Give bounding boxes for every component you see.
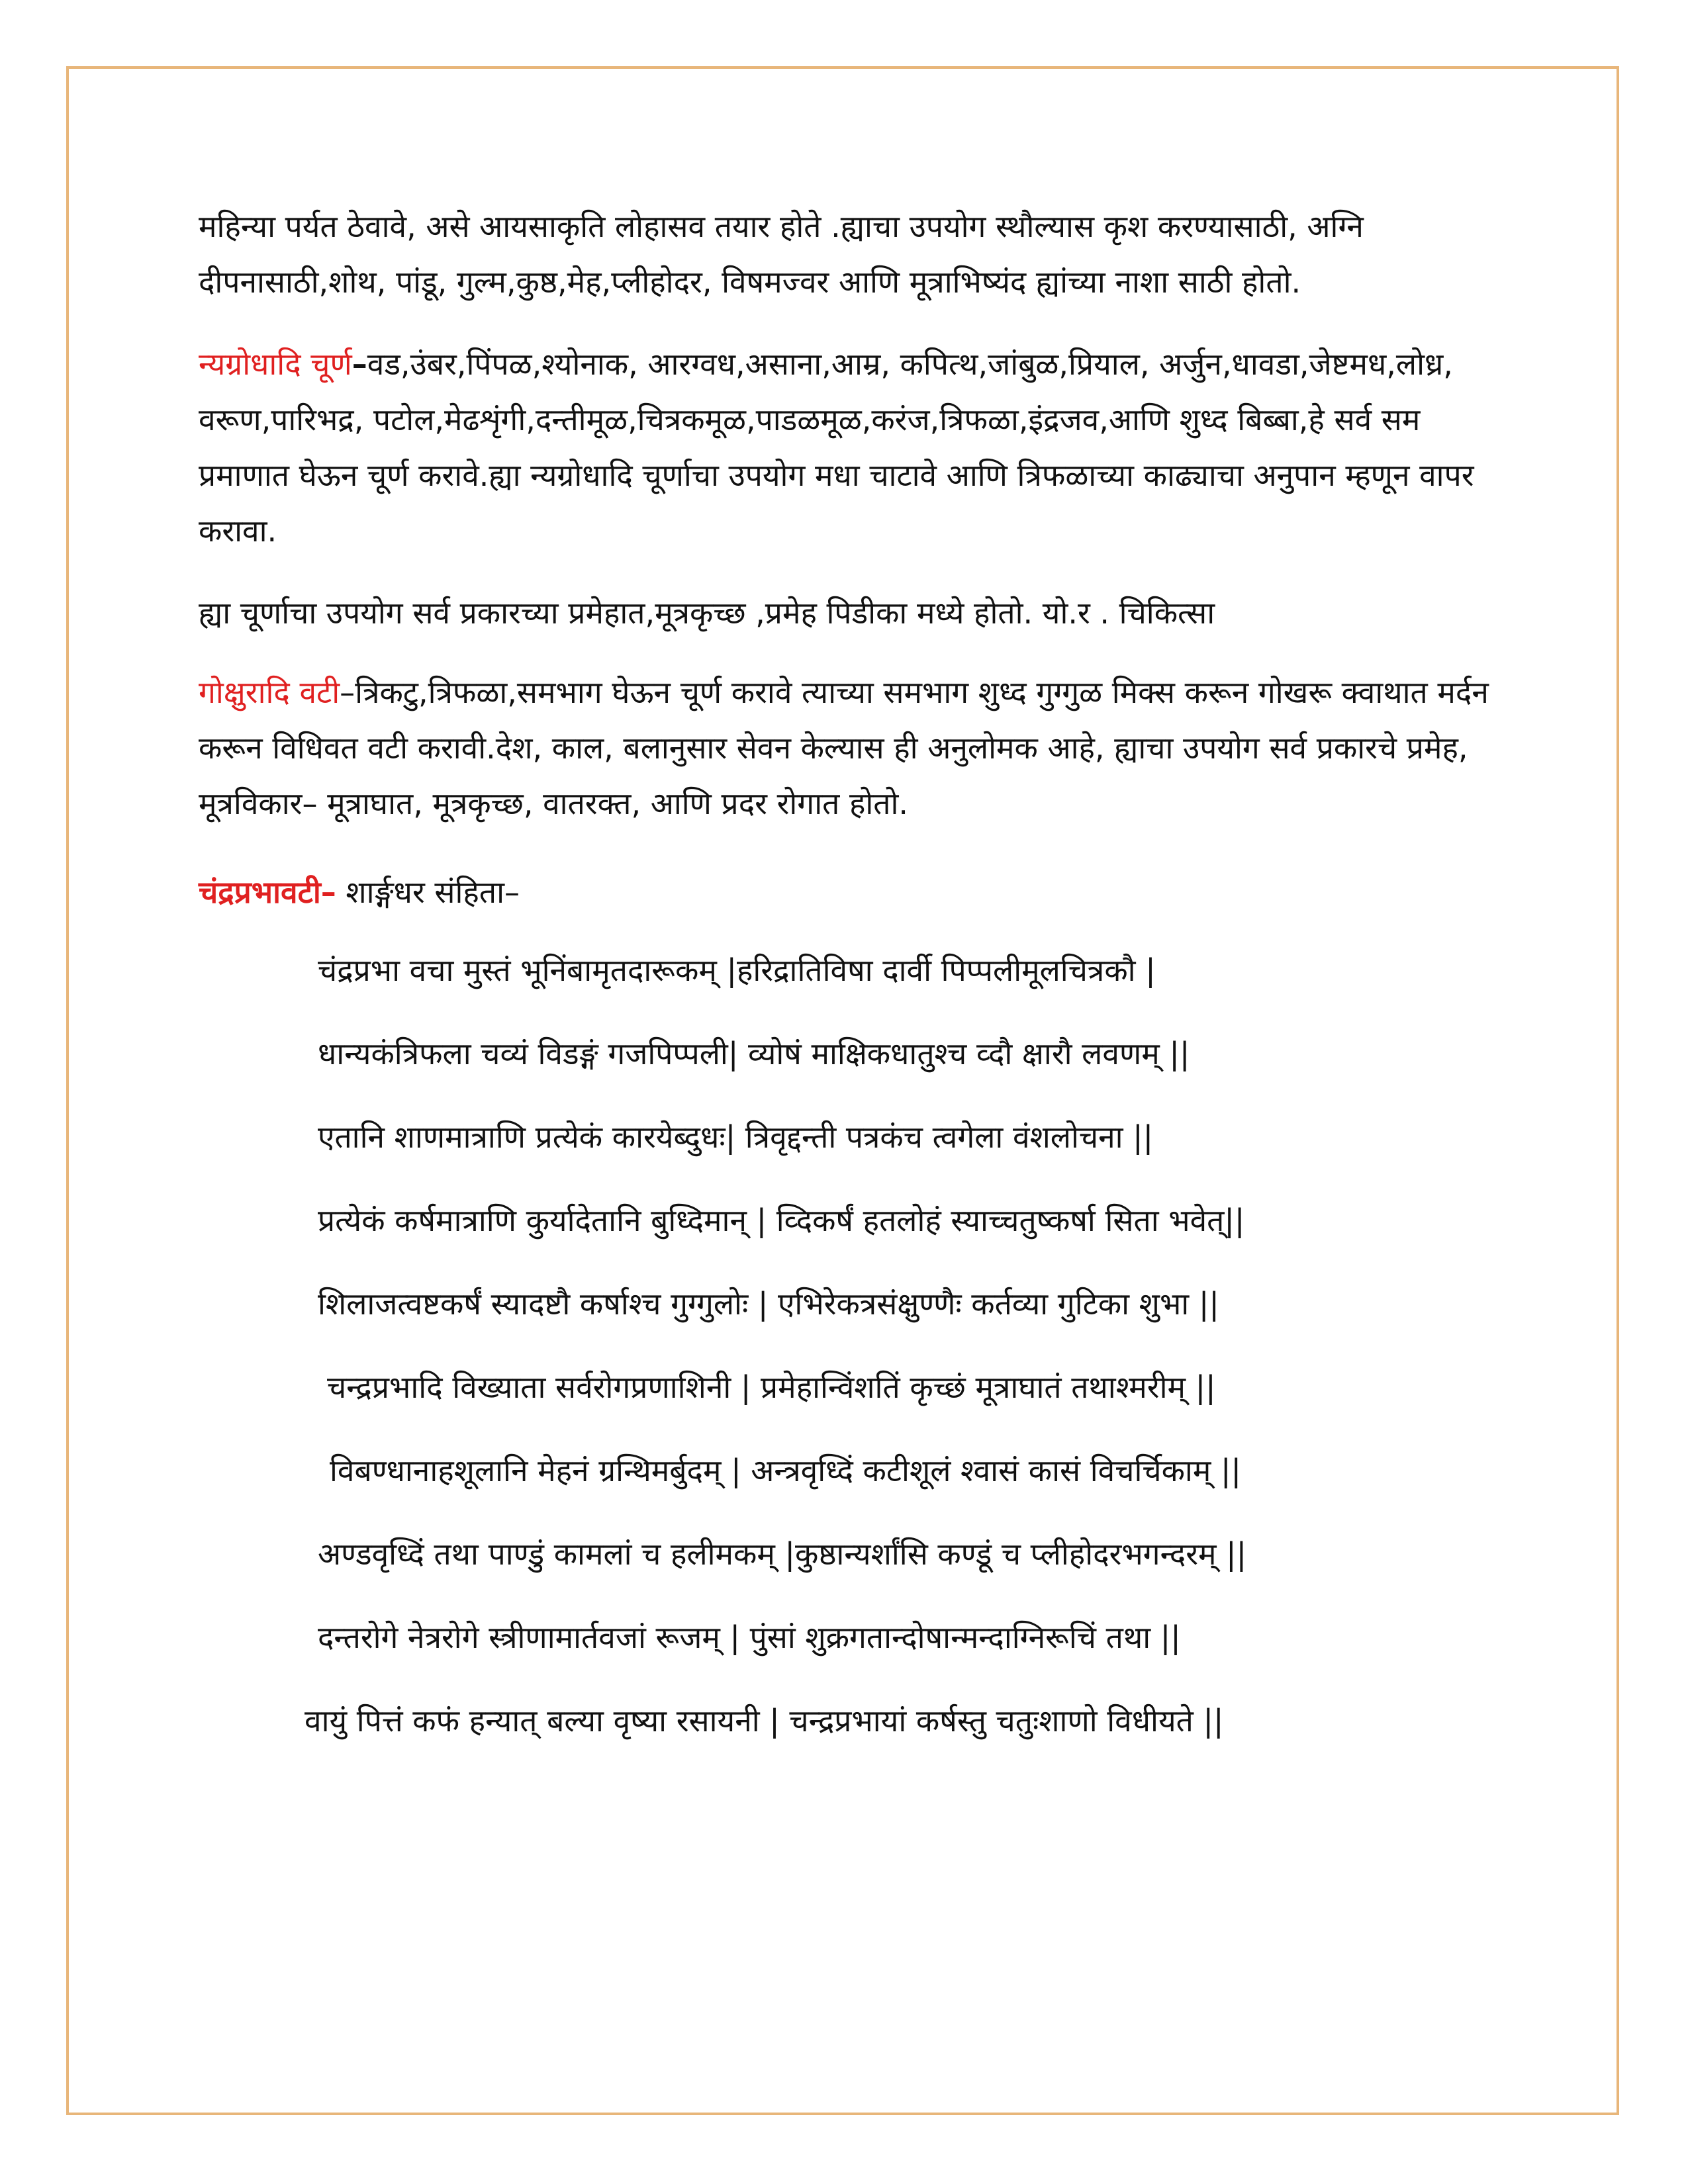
shloka-line: अण्डवृध्दिं तथा पाण्डुं कामलां च हलीमकम् |कुष्ठान्यर्शांसि कण्डूं च प्लीहोदरभगन्दरम् || (318, 1536, 1247, 1572)
paragraph-churna-use: ह्या चूर्णाचा उपयोग सर्व प्रकारच्या प्रमेहात,मूत्रकृच्छ ,प्रमेह पिडीका मध्ये होतो. यो.र . चिकित्सा (199, 595, 1215, 631)
paragraph-chandraprabha (199, 864, 1496, 920)
shloka-line: विबण्धानाहशूलानि मेहनं ग्रन्थिमर्बुदम् | अन्त्रवृध्दिं कटीशूलं श्वासं कासं विचर्चिकाम् || (330, 1453, 1241, 1488)
shloka-line: चंद्रप्रभा वचा मुस्तं भूनिंबामृतदारूकम् |हरिद्रातिविषा दार्वी पिप्पलीमूलचित्रकौ | (318, 952, 1156, 988)
shloka-line: एतानि शाणमात्राणि प्रत्येकं कारयेब्दुधः| त्रिवृद्दन्ती पत्रकंच त्वगेला वंशलोचना || (318, 1119, 1154, 1155)
paragraph-gokshuradi (199, 664, 1496, 831)
heading-nyagrodhadi-churna: न्यग्रोधादि चूर्ण (199, 346, 352, 382)
heading-dash: – (352, 346, 367, 382)
shloka-line: चन्द्रप्रभादि विख्याता सर्वरोगप्रणाशिनी | प्रमेहान्विंशतिं कृच्छं मूत्राघातं तथाश्मरीम् || (327, 1369, 1216, 1405)
heading-chandraprabha-vati: चंद्रप्रभावटी– (199, 874, 336, 910)
shloka-line: वायुं पित्तं कफं हन्यात् बल्या वृष्या रसायनी | चन्द्रप्रभायां कर्षस्तु चतुःशाणो विधीयते || (305, 1703, 1224, 1739)
shloka-line: प्रत्येकं कर्षमात्राणि कुर्यादेतानि बुध्दिमान् | व्दिकर्षं हतलोहं स्याच्चतुष्कर्षा सिता भवेत्|| (318, 1203, 1245, 1238)
heading-gokshuradi-vati: गोक्षुरादि वटी (199, 674, 340, 710)
chandraprabha-source: शार्ङ्गधर संहिता– (336, 874, 520, 910)
document-body (199, 199, 1496, 1783)
shloka-line: धान्यकंत्रिफला चव्यं विडङ्गं गजपिप्पली| व्योषं माक्षिकधातुश्च व्दौ क्षारौ लवणम् || (318, 1036, 1190, 1071)
paragraph-nyagrodhadi (199, 336, 1496, 559)
paragraph-ayaskriti: महिन्या पर्यत ठेवावे, असे आयसाकृति लोहासव तयार होते .ह्याचा उपयोग स्थौल्यास कृश करण्यासाठी, अग्नि दीपनासाठी,शोथ, पांडू, गुल्म,कुष्ठ,मेह,प्लीहोदर, विषमज्वर आणि मूत्राभिष्यंद ह्यांच्या नाशा साठी होतो. (199, 208, 1364, 300)
shloka-line: दन्तरोगे नेत्ररोगे स्त्रीणामार्तवजां रूजम् | पुंसां शुक्रगतान्दोषान्मन्दाग्निरूचिं तथा || (318, 1619, 1181, 1655)
gokshuradi-text: –त्रिकटु,त्रिफळा,समभाग घेऊन चूर्ण करावे त्याच्या समभाग शुध्द गुग्गुळ मिक्स करून गोखरू क्वाथात मर्दन करून विधिवत वटी करावी.देश, काल, बलानुसार सेवन केल्यास ही अनुलोमक आहे, ह्याचा उपयोग सर्व प्रकारचे प्रमेह, मूत्रविकार– मूत्राघात, मूत्रकृच्छ, वातरक्त, आणि प्रदर रोगात होतो. (199, 674, 1489, 821)
shloka-block (305, 949, 1496, 1742)
shloka-line: शिलाजत्वष्टकर्षं स्यादष्टौ कर्षाश्च गुग्गुलोः | एभिरेकत्रसंक्षुण्णैः कर्तव्या गुटिका शुभा || (318, 1286, 1219, 1322)
nyagrodhadi-text: वड,उंबर,पिंपळ,श्योनाक, आरग्वध,असाना,आम्र, कपित्थ,जांबुळ,प्रियाल, अर्जुन,धावडा,जेष्टमध,लोध्र, वरूण,पारिभद्र, पटोल,मेढशृंगी,दन्तीमूळ,चित्रकमूळ,पाडळमूळ,करंज,त्रिफळा,इंद्रजव,आणि शुध्द बिब्बा,हे सर्व सम प्रमाणात घेऊन चूर्ण करावे.ह्या न्यग्रोधादि चूर्णाचा उपयोग मधा चाटावे आणि त्रिफळाच्या काढ्याचा अनुपान म्हणून वापर करावा. (199, 346, 1474, 549)
